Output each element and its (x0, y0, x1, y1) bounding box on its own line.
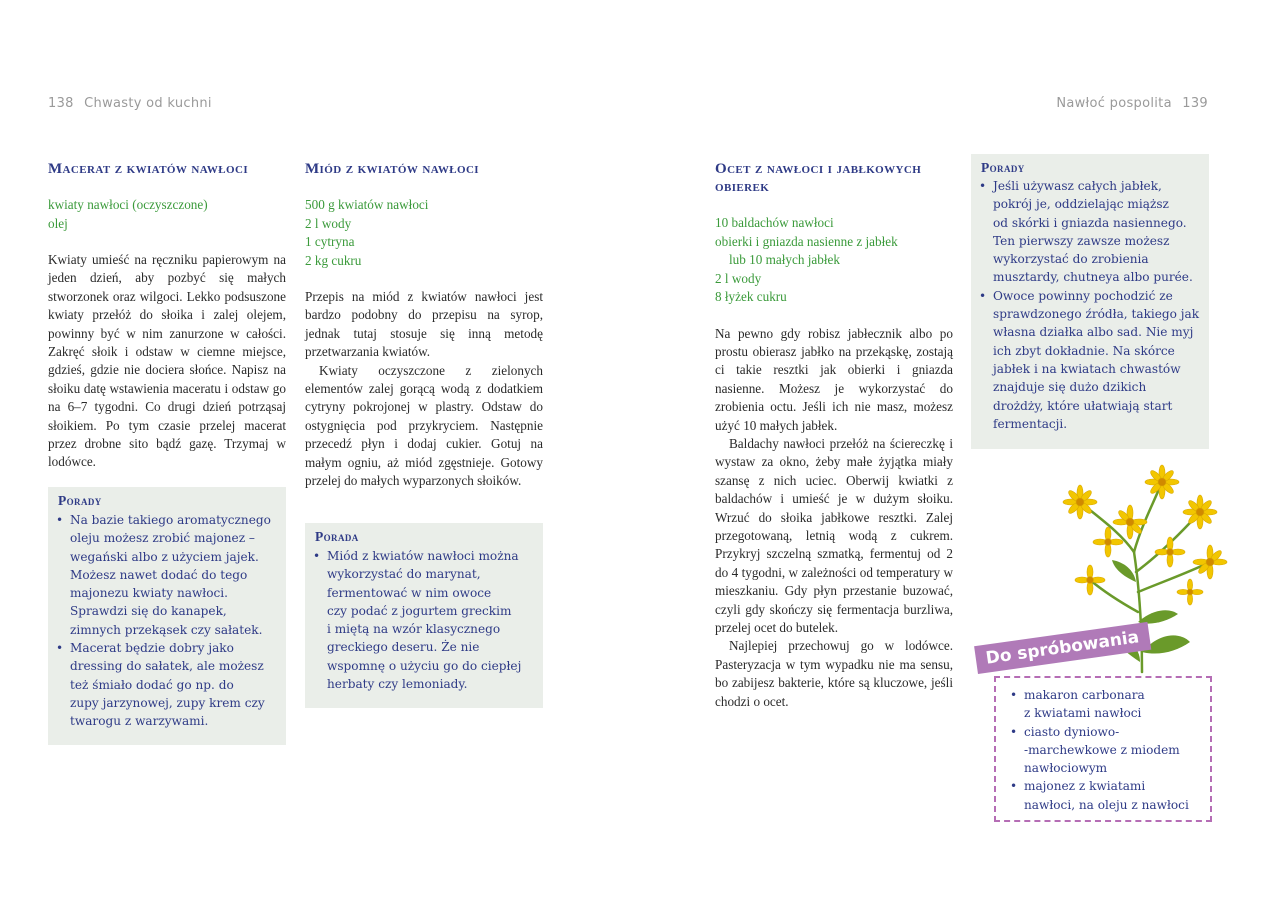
recipe-body (48, 251, 286, 472)
ingredient: obierki i gniazda nasienne z jabłek (715, 233, 898, 249)
try-list (996, 686, 1210, 814)
try-badge: Do spróbowania (974, 622, 1151, 674)
ingredients-list (715, 214, 953, 307)
tip-line: pokrój je, oddzielając miąższ (993, 197, 1169, 212)
ingredient: 2 kg cukru (305, 252, 362, 268)
tip-line: od skórki i gniazda nasiennego. (993, 215, 1187, 230)
right-running-head (1056, 96, 1208, 111)
tip-line: musztardy, chutneya albo purée. (993, 270, 1193, 285)
tips-box-miod (305, 523, 543, 708)
try-item (1004, 686, 1210, 723)
tip-line: znajduje się dużo dzikich (993, 380, 1147, 395)
tip-line: twarogu z warzywami. (70, 714, 209, 729)
paragraph: Baldachy nawłoci przełóż na ściereczkę i wystaw za okno, żeby małe żyjątka miały szansę z nich uciec. Oberwij kwiatki z baldachów i umieść je w dużym słoiku. Wrzuć do słoika jabłkowe resztki. Zalej przegotowaną, letnią wodą z cukrem. Przykryj szczelną szmatką, fermentuj od 2 do 4 tygodni, w zależności od temperatury w mieszkaniu. Gdy płyn przestanie buzować, czyli gdy skończy się fermentacja burzliwa, przelej ocet do butelek. (715, 435, 953, 635)
ingredient: olej (48, 215, 68, 231)
right-header-title: Nawłoć pospolita (1056, 96, 1172, 111)
recipe-miod (305, 160, 543, 490)
paragraph: Kwiaty oczyszczone z zielonych elementów zalej gorącą wodą z dodatkiem cytryny pokrojonej w plastry. Odstaw do ostygnięcia pod przykryciem. Następnie przecedź płyn i dodaj cukier. Gotuj na małym ogniu, aż miód zgęstnieje. Gotowy przelej do małych wyparzonych słoików. (305, 362, 543, 489)
recipe-title (715, 160, 953, 196)
paragraph: Przepis na miód z kwiatów nawłoci jest bardzo podobny do przepisu na syrop, jednak tutaj stosuje się inną metodę przetwarzania kwiatów. (305, 289, 543, 360)
try-line: nawłoci, na oleju z nawłoci (1024, 797, 1189, 812)
tip-line: • Na bazie takiego aromatycznego (70, 513, 271, 527)
tip-item (973, 177, 1209, 287)
tip-line: fermentacji. (993, 416, 1068, 431)
try-line: • majonez z kwiatami (1024, 779, 1146, 794)
tip-line: ich zbyt dokładnie. Na skórce (993, 343, 1175, 358)
tip-line: herbaty czy lemoniady. (327, 677, 468, 692)
tip-line: wykorzystać do marynat, (327, 567, 481, 582)
tip-line: • Jeśli używasz całych jabłek, (993, 179, 1162, 193)
ingredient: lub 10 małych jabłek (729, 252, 840, 267)
try-line: z kwiatami nawłoci (1024, 706, 1142, 721)
paragraph: Kwiaty umieść na ręczniku papierowym na jeden dzień, aby pozbyć się małych stworzonek oraz wilgoci. Lekko podsuszone kwiaty przełóż do słoika i zalej olejem, powinny być w nim zanurzone w całości. Zakręć słoik i odstaw w ciemne miejsce, gdzieś, gdzie nie dociera słońce. Napisz na słoiku datę wstawienia maceratu i odstaw go na 6–7 tygodni. Co drugi dzień potrząsaj słoikiem. Po tym czasie przelej macerat przez drobne sito bądź gazę. Trzymaj w lodówce. (48, 252, 286, 470)
ingredient: 2 l wody (715, 270, 762, 286)
tip-item (50, 511, 286, 639)
ingredient: 2 l wody (305, 215, 352, 231)
tip-line: Możesz nawet dodać do tego (70, 567, 248, 582)
try-line: nawłociowym (1024, 761, 1108, 776)
tips-title: Porady (58, 493, 102, 508)
tip-line: dressing do sałatek, ale możesz (70, 659, 264, 674)
tip-line: zimnych przekąsek czy sałatek. (70, 622, 263, 637)
tips-title: Porada (315, 529, 359, 544)
tip-line: i miętą na wzór klasycznego (327, 622, 501, 637)
tip-line: Sprawdzi się do kanapek, (70, 604, 227, 619)
tip-line: własna działka albo sad. Nie myj (993, 325, 1194, 340)
recipe-title: Miód z kwiatów nawłoci (305, 161, 479, 177)
tips-box-macerat (48, 487, 286, 745)
tip-line: • Miód z kwiatów nawłoci można (327, 549, 519, 563)
tips-list (305, 547, 543, 693)
title-line: obierek (715, 179, 770, 195)
try-line: • makaron carbonara (1024, 688, 1145, 702)
try-item (1004, 723, 1210, 778)
tip-line: wykorzystać do zrobienia (993, 252, 1149, 267)
tip-line: czy podać z jogurtem greckim (327, 603, 512, 618)
tips-title: Porady (981, 160, 1025, 175)
paragraph: Na pewno gdy robisz jabłecznik albo po prostu obierasz jabłko na przekąskę, zostają ci takie resztki jak obierki i gniazda nasienne. Możesz je wykorzystać do zrobienia octu. Jeśli ich nie masz, możesz użyć 10 małych jabłek. (715, 325, 953, 433)
tip-line: majonezu kwiaty nawłoci. (70, 586, 228, 601)
ingredients-list (305, 196, 543, 270)
ingredient: 1 cytryna (305, 234, 355, 249)
tip-line: • Owoce powinny pochodzić ze (993, 288, 1173, 303)
tip-line: zupy jarzynowej, zupy krem czy (70, 695, 265, 710)
recipe-body (715, 325, 953, 712)
left-page-number: 138 (48, 96, 74, 111)
ingredient: kwiaty nawłoci (oczyszczone) (48, 197, 208, 212)
left-running-head (48, 96, 212, 111)
recipe-macerat (48, 160, 286, 472)
tip-line: wegański albo z użyciem jajek. (70, 549, 259, 564)
tip-line: też śmiało dodać go np. do (70, 677, 234, 692)
try-line: • ciasto dyniowo- (1024, 724, 1120, 739)
try-line: -marchewkowe z miodem (1024, 742, 1180, 757)
tips-list (971, 177, 1209, 433)
ingredient: 8 łyżek cukru (715, 289, 787, 304)
try-box (994, 676, 1212, 822)
paragraph: Najlepiej przechowuj go w lodówce. Pasteryzacja w tym wypadku nie ma sensu, bo zabijesz bakterie, które są kluczowe, jeśli chodzi o ocet. (715, 638, 953, 709)
tip-line: fermentować w nim owoce (327, 585, 492, 600)
tip-line: jabłek i na kwiatach chwastów (993, 361, 1181, 376)
ingredient: 500 g kwiatów nawłoci (305, 197, 429, 212)
left-header-title: Chwasty od kuchni (84, 96, 212, 111)
recipe-title: Macerat z kwiatów nawłoci (48, 161, 249, 177)
tip-line: wspomnę o użyciu go do ciepłej (327, 658, 522, 673)
recipe-ocet (715, 160, 953, 711)
tip-item (50, 639, 286, 730)
tip-item (307, 547, 543, 693)
tip-item (973, 287, 1209, 433)
ingredients-list (48, 196, 286, 233)
tip-line: oleju możesz zrobić majonez – (70, 531, 255, 546)
tips-box-ocet (971, 154, 1209, 449)
try-item (1004, 777, 1210, 814)
tips-list (48, 511, 286, 731)
title-line: Ocet z nawłoci i jabłkowych (715, 161, 922, 177)
recipe-body (305, 288, 543, 490)
ingredient: 10 baldachów nawłoci (715, 215, 834, 230)
tip-line: • Macerat będzie dobry jako (70, 641, 234, 656)
tip-line: sprawdzonego źródła, takiego jak (993, 307, 1200, 322)
tip-line: greckiego deseru. Że nie (327, 640, 480, 655)
tip-line: drożdży, które ułatwiają start (993, 398, 1173, 413)
right-page-number: 139 (1182, 96, 1208, 111)
tip-line: Ten pierwszy zawsze możesz (993, 233, 1170, 248)
